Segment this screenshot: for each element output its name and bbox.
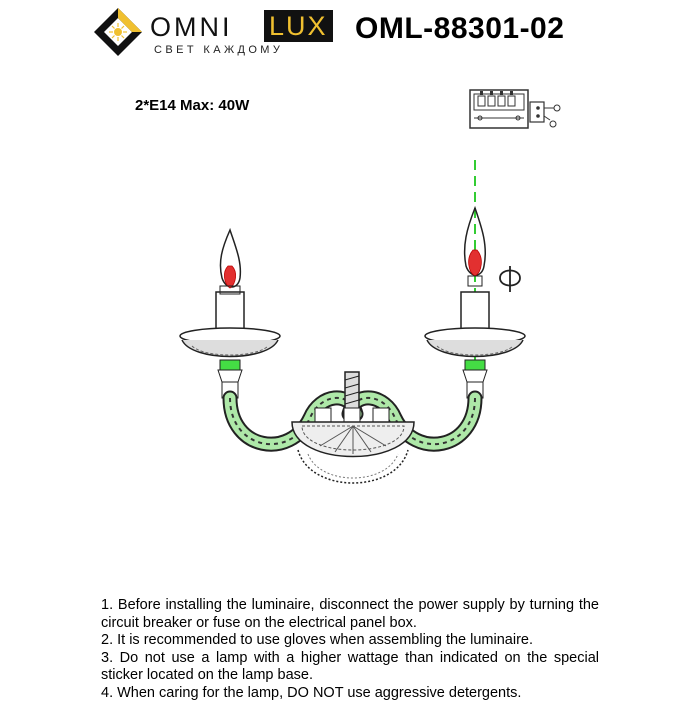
note-item: 4. When caring for the lamp, DO NOT use aggressive detergents. [101, 685, 599, 702]
brand-tagline: СВЕТ КАЖДОМУ [154, 44, 283, 56]
brand-logo [92, 6, 322, 58]
left-drip-cup [180, 328, 280, 398]
brand-name-omni: OMNI [150, 12, 233, 42]
lamp-spec: 2*E14 Max: 40W [135, 97, 249, 114]
safety-notes [101, 597, 599, 702]
right-drip-cup [425, 328, 525, 398]
brand-name-lux: LUX [264, 10, 333, 42]
wall-lamp-drawing [170, 150, 570, 510]
note-item: 2. It is recommended to use gloves when assembling the luminaire. [101, 632, 599, 650]
terminal-block-wiring-icon [468, 86, 564, 134]
note-item: 1. Before installing the luminaire, disconnect the power supply by turning the circuit breaker or fuse on the electrical panel box. [101, 597, 599, 632]
wall-backplate [292, 422, 414, 483]
note-item: 3. Do not use a lamp with a higher wattage than indicated on the special sticker located on the lamp base. [101, 650, 599, 685]
model-number: OML-88301-02 [355, 12, 564, 46]
omnilux-diamond-logo-icon [92, 6, 144, 58]
left-candle [216, 230, 244, 338]
rotate-arrow-icon [500, 266, 520, 292]
